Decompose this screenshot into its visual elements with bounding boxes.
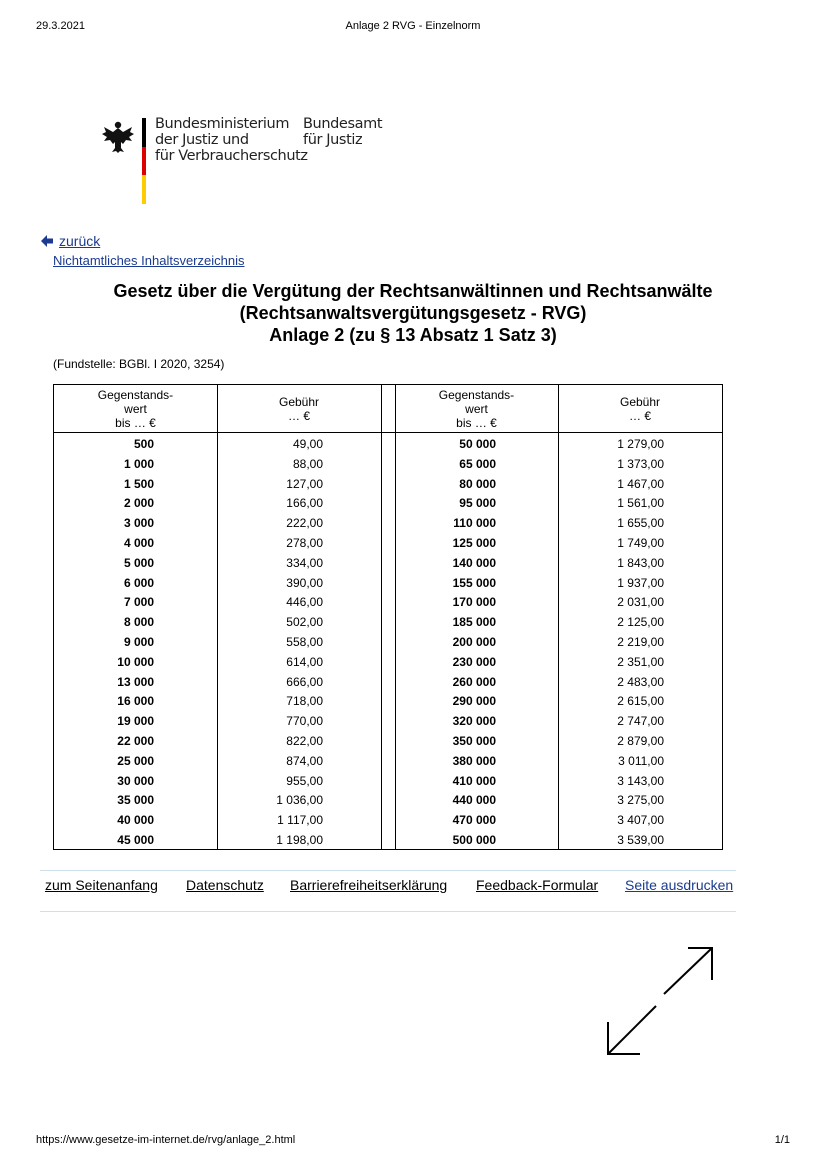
- fee-cell: 1 843,00: [617, 555, 664, 570]
- value-cell: 5 000: [123, 555, 154, 570]
- value-cell: 290 000: [452, 694, 496, 709]
- fee-cell: 1 373,00: [617, 456, 664, 471]
- value-cell: 40 000: [117, 813, 154, 828]
- fee-cell: 502,00: [286, 615, 323, 630]
- header-value-2: [395, 385, 558, 433]
- page-title: [0, 280, 826, 346]
- value-cell: 1 500: [123, 476, 154, 491]
- value-cell: 50 000: [459, 437, 496, 451]
- header-value-1: [54, 385, 217, 433]
- value-cell: 4 000: [123, 535, 154, 550]
- fee-cell: 1 749,00: [617, 535, 664, 550]
- fee-cell: 3 011,00: [618, 753, 664, 768]
- table-row: [54, 633, 722, 653]
- table-row: [54, 791, 722, 811]
- header-line: Gebühr: [278, 394, 320, 409]
- fee-cell: 3 143,00: [617, 773, 664, 788]
- value-cell: 500: [133, 437, 154, 451]
- table-row: [54, 653, 722, 673]
- logo-ministry-line: für Verbraucherschutz: [155, 148, 308, 164]
- header-spacer: [381, 385, 395, 433]
- value-cell: 25 000: [117, 753, 154, 768]
- header-line: wert: [465, 401, 488, 416]
- back-link[interactable]: [40, 233, 100, 249]
- fee-cell: 2 747,00: [617, 714, 664, 729]
- nav-feedback-link[interactable]: Feedback-Formular: [476, 877, 599, 893]
- fee-cell: 278,00: [286, 535, 323, 550]
- fee-cell: 1 036,00: [276, 793, 323, 808]
- header-line: Gebühr: [619, 394, 661, 409]
- header-line: … €: [287, 408, 310, 423]
- fee-cell: 1 279,00: [617, 437, 664, 451]
- value-cell: 500 000: [452, 832, 496, 847]
- table-row: [54, 772, 722, 792]
- table-row: [54, 692, 722, 712]
- fee-cell: 1 117,00: [277, 813, 323, 828]
- title-line-2: (Rechtsanwaltsvergütungsgesetz - RVG): [239, 303, 587, 323]
- value-cell: 410 000: [452, 773, 496, 788]
- fee-cell: 127,00: [286, 476, 323, 491]
- fee-cell: 2 483,00: [617, 674, 664, 689]
- header-line: Gegenstands-: [97, 387, 174, 402]
- fee-cell: 88,00: [292, 456, 323, 471]
- toc-link[interactable]: Nichtamtliches Inhaltsverzeichnis: [53, 253, 245, 268]
- resize-diagonal-icon[interactable]: [604, 946, 716, 1058]
- value-cell: 155 000: [452, 575, 496, 590]
- fee-cell: 770,00: [286, 714, 323, 729]
- value-cell: 470 000: [452, 813, 496, 828]
- fee-cell: 446,00: [286, 595, 323, 610]
- header-line: bis … €: [115, 415, 156, 430]
- value-cell: 8 000: [123, 615, 154, 630]
- footer-nav: [40, 870, 736, 912]
- nav-top-link[interactable]: zum Seitenanfang: [45, 877, 158, 893]
- logo-office-line: Bundesamt: [303, 116, 383, 132]
- value-cell: 200 000: [452, 634, 496, 649]
- table-row: [54, 811, 722, 831]
- value-cell: 185 000: [452, 615, 496, 630]
- value-cell: 140 000: [452, 555, 496, 570]
- fee-cell: 822,00: [286, 733, 323, 748]
- header-line: bis … €: [456, 415, 497, 430]
- fee-cell: 390,00: [286, 575, 323, 590]
- value-cell: 13 000: [117, 674, 154, 689]
- fee-cell: 2 125,00: [617, 615, 664, 630]
- value-cell: 1 000: [123, 456, 154, 471]
- value-cell: 19 000: [117, 714, 154, 729]
- header-line: Gegenstands-: [438, 387, 515, 402]
- value-cell: 110 000: [453, 516, 496, 531]
- fee-cell: 666,00: [286, 674, 323, 689]
- value-cell: 95 000: [459, 496, 496, 511]
- fee-cell: 166,00: [286, 496, 323, 511]
- table-row: [54, 514, 722, 534]
- print-footer-url: https://www.gesetze-im-internet.de/rvg/anlage_2.html: [36, 1134, 296, 1146]
- german-flag-bar: [142, 118, 146, 204]
- fee-cell: 2 219,00: [617, 634, 664, 649]
- fee-cell: 1 561,00: [617, 496, 664, 511]
- flag-stripe-red: [142, 147, 146, 176]
- fee-cell: 2 351,00: [617, 654, 664, 669]
- nav-privacy-link[interactable]: Datenschutz: [186, 877, 264, 893]
- value-cell: 3 000: [123, 516, 154, 531]
- value-cell: 35 000: [117, 793, 154, 808]
- fee-cell: 718,00: [286, 694, 323, 709]
- fee-cell: 1 937,00: [617, 575, 664, 590]
- fee-table: [53, 384, 723, 850]
- nav-print-link[interactable]: Seite ausdrucken: [625, 877, 734, 893]
- fee-cell: 3 539,00: [617, 832, 664, 847]
- value-cell: 320 000: [452, 714, 496, 729]
- logo-office-line: für Justiz: [303, 132, 363, 148]
- fee-cell: 2 615,00: [617, 694, 664, 709]
- value-cell: 9 000: [123, 634, 154, 649]
- table-row: [54, 673, 722, 693]
- value-cell: 2 000: [123, 496, 154, 511]
- fee-cell: 3 275,00: [617, 793, 664, 808]
- fee-cell: 49,00: [292, 437, 323, 451]
- fee-cell: 1 655,00: [617, 516, 664, 531]
- back-link-label[interactable]: zurück: [59, 233, 101, 249]
- fee-cell: 1 198,00: [276, 832, 323, 847]
- value-cell: 7 000: [123, 595, 154, 610]
- print-header-title: Anlage 2 RVG - Einzelnorm: [345, 20, 481, 32]
- value-cell: 230 000: [452, 654, 496, 669]
- value-cell: 65 000: [459, 456, 496, 471]
- fee-cell: 2 879,00: [617, 733, 664, 748]
- fee-cell: 3 407,00: [617, 813, 664, 828]
- value-cell: 6 000: [123, 575, 154, 590]
- nav-accessibility-link[interactable]: Barrierefreiheitserklärung: [290, 877, 448, 893]
- logo-office-name: [303, 116, 382, 148]
- value-cell: 440 000: [452, 793, 496, 808]
- table-row: [54, 574, 722, 594]
- value-cell: 125 000: [452, 535, 496, 550]
- title-line-1: Gesetz über die Vergütung der Rechtsanwältinnen und Rechtsanwälte: [113, 281, 713, 301]
- logo-ministry-name: [155, 116, 308, 164]
- table-row: [54, 455, 722, 475]
- fee-cell: 955,00: [286, 773, 323, 788]
- back-arrow-icon: [40, 234, 54, 248]
- print-header-date: 29.3.2021: [36, 20, 85, 32]
- table-row: [54, 475, 722, 495]
- print-footer-page: 1/1: [774, 1134, 790, 1146]
- value-cell: 260 000: [452, 674, 496, 689]
- fee-cell: 1 467,00: [617, 476, 664, 491]
- header-fee-2: [558, 385, 722, 433]
- value-cell: 380 000: [452, 753, 496, 768]
- table-row: [54, 712, 722, 732]
- fee-cell: 614,00: [286, 654, 323, 669]
- table-row: [54, 593, 722, 613]
- value-cell: 10 000: [117, 654, 154, 669]
- table-body: [54, 435, 722, 851]
- fee-cell: 334,00: [286, 555, 323, 570]
- fee-cell: 558,00: [286, 634, 323, 649]
- table-row: [54, 435, 722, 455]
- table-row: [54, 831, 722, 851]
- value-cell: 350 000: [452, 733, 496, 748]
- header-fee-1: [217, 385, 381, 433]
- header-line: … €: [628, 408, 651, 423]
- fee-cell: 2 031,00: [617, 595, 664, 610]
- value-cell: 80 000: [459, 476, 496, 491]
- value-cell: 30 000: [117, 773, 154, 788]
- table-row: [54, 613, 722, 633]
- table-row: [54, 732, 722, 752]
- table-row: [54, 752, 722, 772]
- flag-stripe-gold: [142, 175, 146, 204]
- title-line-3: Anlage 2 (zu § 13 Absatz 1 Satz 3): [269, 325, 557, 345]
- table-row: [54, 554, 722, 574]
- value-cell: 45 000: [117, 832, 154, 847]
- logo-ministry-line: der Justiz und: [155, 132, 249, 148]
- logo-ministry-line: Bundesministerium: [155, 116, 290, 132]
- flag-stripe-black: [142, 118, 146, 147]
- source-citation: (Fundstelle: BGBl. I 2020, 3254): [53, 357, 225, 371]
- federal-eagle-icon: [100, 118, 136, 154]
- value-cell: 22 000: [117, 733, 154, 748]
- value-cell: 170 000: [452, 595, 496, 610]
- table-row: [54, 494, 722, 514]
- ministry-logo[interactable]: [100, 116, 400, 206]
- header-line: wert: [124, 401, 147, 416]
- fee-cell: 222,00: [286, 516, 323, 531]
- table-row: [54, 534, 722, 554]
- fee-cell: 874,00: [286, 753, 323, 768]
- value-cell: 16 000: [117, 694, 154, 709]
